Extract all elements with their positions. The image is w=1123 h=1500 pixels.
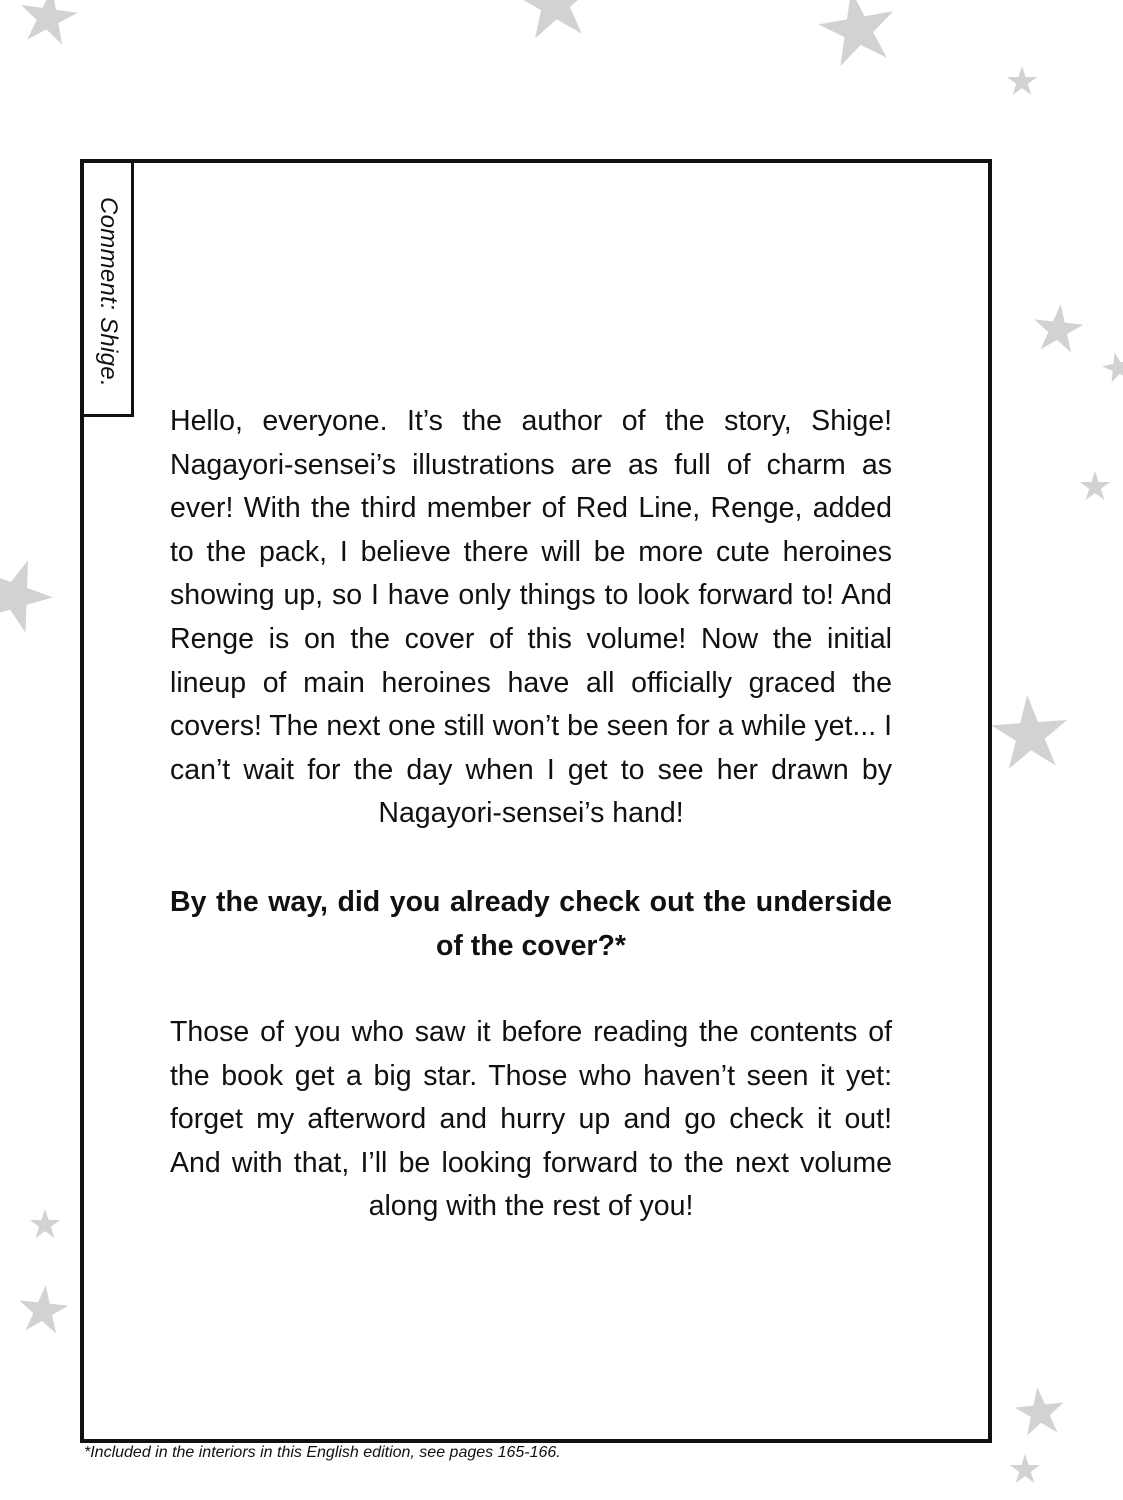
star-icon [1010,1454,1040,1483]
comment-frame [80,159,992,1443]
star-icon [0,548,62,637]
star-icon [814,0,901,68]
closing-paragraph: Those of you who saw it before reading the contents of the book get a big star. Those who haven’t seen it yet: forget my afterword and hurry up and go check it out! And with that, I’ll be looking forward to the next volume along with the rest of you! [170,1016,892,1223]
star-icon [513,0,596,40]
star-icon [1080,471,1110,500]
star-icon [1007,66,1037,95]
star-icon [989,692,1070,769]
star-icon [16,1283,70,1335]
star-icon [30,1209,60,1238]
author-tab-label: Comment: Shige. [95,197,122,387]
star-icon [1100,349,1123,384]
author-tab [84,163,134,417]
cover-question-heading: By the way, did you already check out the underside of the cover?* [170,886,892,962]
star-icon [1013,1385,1067,1437]
star-icon [1031,302,1085,354]
footnote: *Included in the interiors in this English edition, see pages 165-166. [84,1444,561,1461]
intro-paragraph: Hello, everyone. It’s the author of the story, Shige! Nagayori-sensei’s illustrations are as full of charm as ever! With the third member of Red Line, Renge, added to the pack, I believe there will be more cute heroines showing up, so I have only things to look forward to! And Renge is on the cover of this volume! Now the initial lineup of main heroines have all officially graced the covers! The next one still won’t be seen for a while yet... I can’t wait for the day when I get to see her drawn by Nagayori-sensei’s hand! [170,405,892,830]
star-icon [16,0,80,46]
